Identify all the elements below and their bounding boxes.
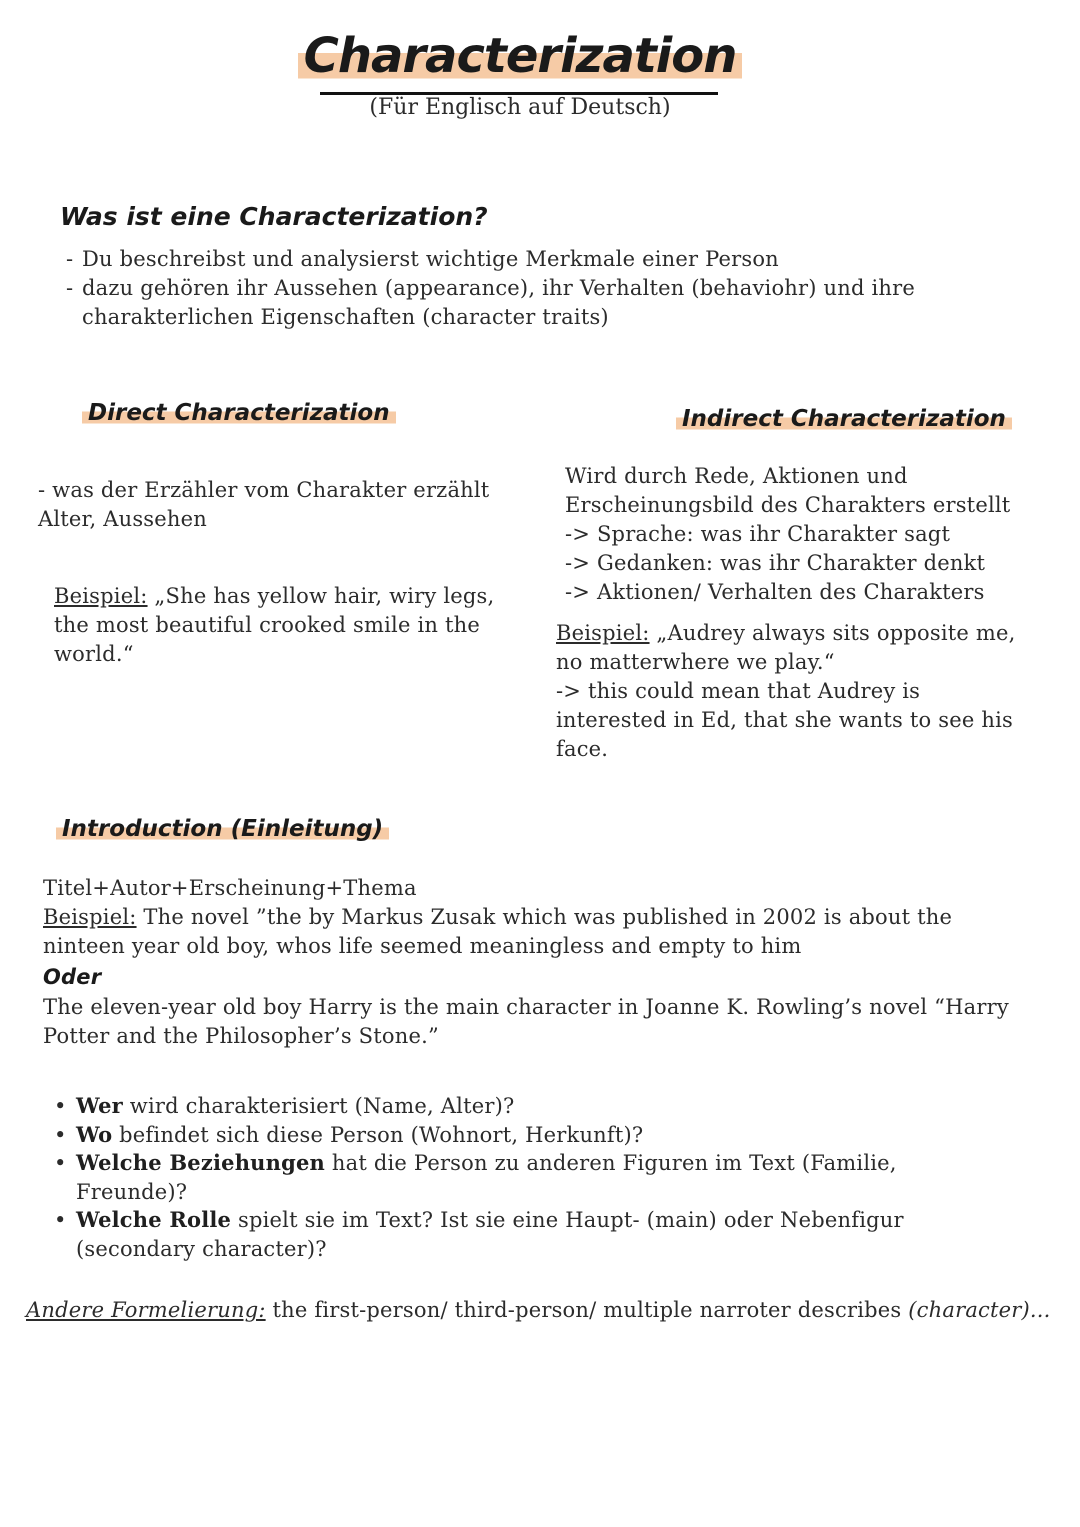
example-label: Beispiel:: [556, 621, 650, 645]
question-text: wird charakterisiert (Name, Alter)?: [122, 1094, 515, 1118]
question-text: spielt sie im Text? Ist sie eine Haupt- (main) oder Nebenfigur (secondary character)?: [76, 1208, 904, 1261]
list-item: [48, 1092, 948, 1121]
introduction-heading: Introduction (Einleitung): [56, 816, 389, 842]
example-text: The novel ”the by Markus Zusak which was published in 2002 is about the ninteen year old boy, whos life seemed meaningless and empty to him: [43, 905, 953, 958]
introduction-formula: Titel+Autor+Erscheinung+Thema: [43, 876, 417, 900]
indirect-heading: Indirect Characterization: [676, 406, 1012, 432]
other-italic: (character)...: [908, 1298, 1051, 1322]
list-item: [48, 1149, 948, 1206]
direct-line: Alter, Aussehen: [38, 507, 207, 531]
direct-description: [38, 476, 518, 534]
example-note: -> this could mean that Audrey is interested in Ed, that she wants to see his face.: [556, 679, 1013, 761]
question-text: befindet sich diese Person (Wohnort, Herkunft)?: [112, 1122, 644, 1147]
indirect-arrow-item: -> Aktionen/ Verhalten des Charakters: [565, 580, 985, 604]
list-item: [48, 1206, 948, 1263]
example-text: „She has yellow hair, wiry legs, the most beautiful crooked smile in the world.“: [54, 584, 495, 666]
question-keyword: Wo: [76, 1121, 113, 1147]
list-item: - dazu gehören ihr Aussehen (appearance), ihr Verhalten (behaviohr) und ihre charakterlichen Eigenschaften (character traits): [66, 274, 966, 332]
example-label: Beispiel:: [54, 584, 148, 608]
other-label: Andere Formelierung:: [26, 1298, 266, 1322]
introduction-body: [43, 874, 1033, 1051]
direct-heading: Direct Characterization: [82, 400, 396, 426]
indirect-line: Erscheinungsbild des Charakters erstellt: [565, 493, 1011, 517]
direct-example: [54, 582, 514, 669]
introduction-alt-example: The eleven-year old boy Harry is the main character in Joanne K. Rowling’s novel “Harry Potter and the Philosopher’s Stone.”: [43, 995, 1009, 1048]
indirect-line: Wird durch Rede, Aktionen und: [565, 464, 908, 488]
question-keyword: Welche Rolle: [76, 1207, 232, 1232]
indirect-arrow-item: -> Sprache: was ihr Charakter sagt: [565, 522, 951, 546]
example-label: Beispiel:: [43, 905, 137, 929]
page-subtitle: (Für Englisch auf Deutsch): [369, 95, 671, 120]
indirect-example: [556, 619, 1036, 764]
oder-label: Oder: [43, 965, 102, 989]
question-keyword: Welche Beziehungen: [76, 1150, 326, 1175]
question-text: hat die Person zu anderen Figuren im Text (Familie, Freunde)?: [76, 1151, 897, 1204]
introduction-example: [43, 903, 1033, 961]
list-item: [48, 1121, 948, 1150]
what-is-list: [66, 245, 966, 332]
other-formulation: [26, 1296, 1066, 1325]
questions-list: [48, 1092, 948, 1263]
question-keyword: Wer: [76, 1093, 123, 1118]
direct-line: - was der Erzähler vom Charakter erzählt: [38, 478, 490, 502]
what-is-heading: Was ist eine Characterization?: [60, 202, 488, 231]
list-item: - Du beschreibst und analysierst wichtige Merkmale einer Person: [66, 245, 966, 274]
indirect-description: [565, 462, 1045, 607]
other-text: the first-person/ third-person/ multiple narroter describes: [265, 1298, 909, 1322]
indirect-arrow-item: -> Gedanken: was ihr Charakter denkt: [565, 551, 986, 575]
page-title: Characterization: [0, 28, 1040, 84]
example-text: „Audrey always sits opposite me, no matterwhere we play.“: [556, 621, 1016, 674]
